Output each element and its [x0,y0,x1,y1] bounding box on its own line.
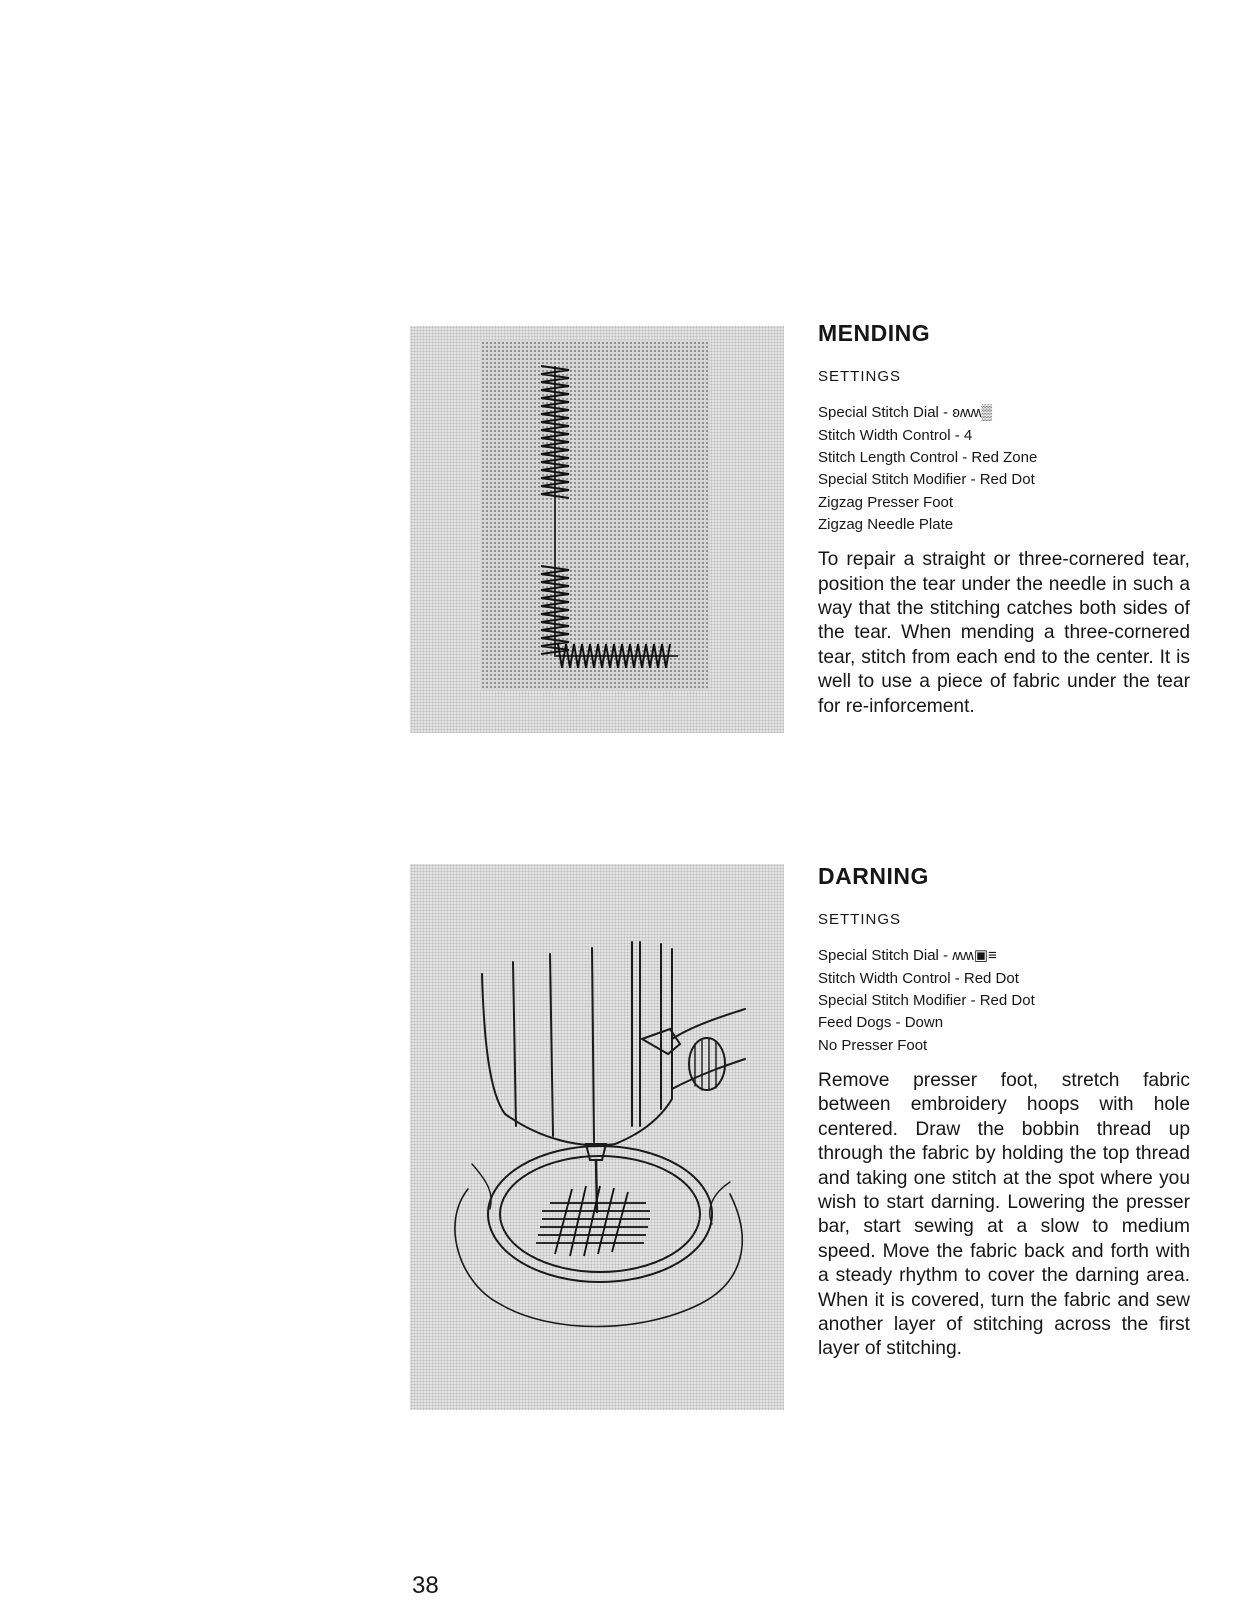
machine-panel-line [592,948,594,1142]
darning-settings-list [818,945,1190,1056]
mending-illustration [410,326,784,733]
setting-item: Stitch Length Control - Red Zone [818,449,1038,467]
setting-item: Zigzag Presser Foot [818,493,954,511]
darning-section [818,863,1190,1362]
embroidery-hoop-inner [500,1156,700,1272]
knob-ridges [695,1039,716,1090]
darning-settings-heading: SETTINGS [818,911,902,929]
darning-machine-diagram [410,864,784,1410]
machine-panel-line [550,954,553,1136]
machine-head-outline [482,949,672,1145]
darning-illustration [410,864,784,1410]
setting-item: Special Stitch Modifier - Red Dot [818,992,1035,1010]
mending-section [818,320,1190,719]
mending-settings-list [818,402,1190,536]
setting-item: Zigzag Needle Plate [818,515,954,533]
embroidery-hoop-outer [488,1146,712,1282]
mending-body: To repair a straight or three-cornered tear, position the tear under the needle in such a way that the stitching catches both sides of the tear. When mending a three-cornered tear, stitch from each end to the center. It is well to use a piece of fabric under the tear for re-inforcement. [818,549,1190,717]
mending-settings-heading: SETTINGS [818,368,902,386]
mending-title: MENDING [818,320,931,346]
setting-item: Stitch Width Control - Red Dot [818,969,1019,987]
setting-item: Stitch Width Control - 4 [818,426,973,444]
setting-item: Special Stitch Modifier - Red Dot [818,471,1035,489]
fabric-fold [472,1164,491,1209]
page-number: 38 [412,1572,439,1599]
machine-panel-line [513,962,516,1126]
setting-item: No Presser Foot [818,1036,928,1054]
darning-stitch-grid [536,1186,650,1256]
setting-item: Feed Dogs - Down [818,1014,944,1032]
setting-item: Special Stitch Dial - ʚʍʍ▒ [818,404,993,422]
darning-body: Remove presser foot, stretch fabric between embroidery hoops with hole centered. Draw the bobbin thread up through the fabric by holding the top thread and taking one stitch at the spot where you wish to start darning. Lowering the presser bar, start sewing at a slow to medium speed. Move the fabric back and forth with a steady rhythm to cover the darning area. When it is covered, turn the fabric and sew another layer of stitching across the first layer of stitching. [818,1069,1190,1360]
machine-side-line [672,1009,745,1039]
mending-stitch-diagram [410,326,784,733]
setting-item: Special Stitch Dial - ʍʍ▣≡ [818,947,997,965]
fabric-swatch [480,340,710,690]
darning-title: DARNING [818,863,929,889]
